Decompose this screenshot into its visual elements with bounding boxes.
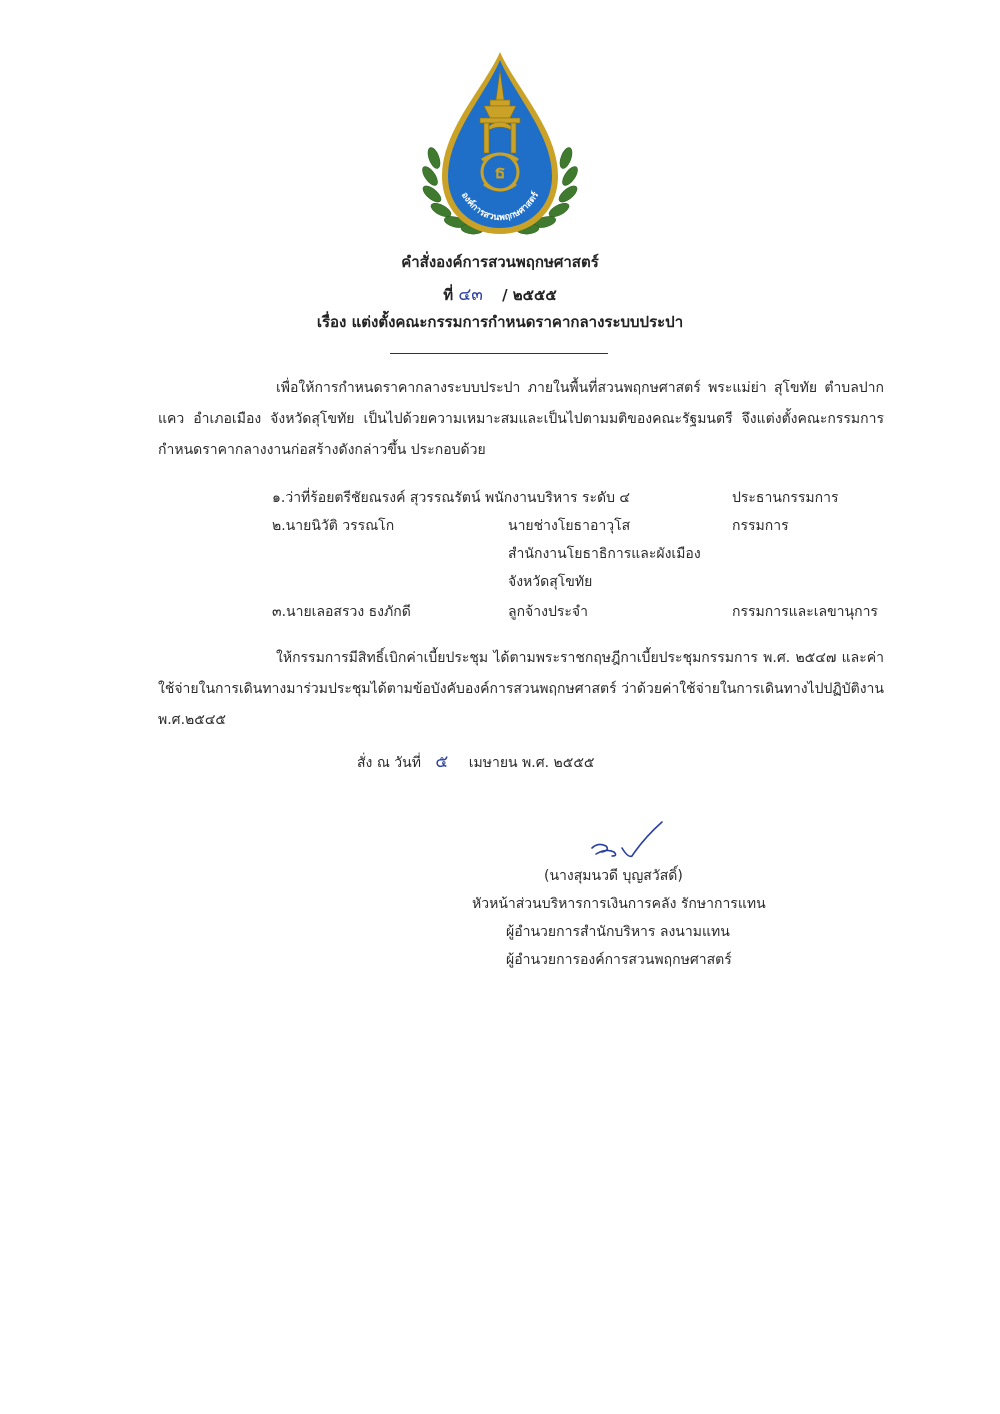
- committee-role: ประธานกรรมการ: [732, 490, 839, 506]
- order-date-month-year: เมษายน พ.ศ. ๒๕๕๕: [468, 755, 595, 771]
- order-date-day: ๕: [435, 752, 449, 772]
- signatory-title-1: หัวหน้าส่วนบริหารการเงินการคลัง รักษาการแทน: [472, 896, 766, 912]
- order-title: คำสั่งองค์การสวนพฤกษศาสตร์: [401, 253, 599, 271]
- committee-position: ลูกจ้างประจำ: [508, 604, 588, 620]
- signatory-title-2: ผู้อำนวยการสำนักบริหาร ลงนามแทน: [506, 924, 730, 940]
- order-date: [357, 748, 595, 777]
- order-number-prefix: ที่: [443, 286, 454, 304]
- order-date-prefix: สั่ง ณ วันที่: [357, 755, 421, 771]
- order-number-year: / ๒๕๕๕: [502, 286, 557, 304]
- signatory-title-3: ผู้อำนวยการองค์การสวนพฤกษศาสตร์: [506, 952, 732, 968]
- signatory-name: (นางสุมนวดี บุญสวัสดิ์): [544, 868, 683, 884]
- order-number-value: ๔๓: [458, 285, 483, 305]
- handwritten-signature: [588, 818, 668, 862]
- committee-name: ๑.ว่าที่ร้อยตรีชัยณรงค์ สุวรรณรัตน์ พนักงานบริหาร ระดับ ๔: [272, 490, 631, 506]
- committee-role: กรรมการและเลขานุการ: [732, 604, 878, 620]
- committee-position: จังหวัดสุโขทัย: [508, 574, 593, 590]
- title-divider: [390, 353, 608, 354]
- svg-text:ธ: ธ: [494, 162, 506, 183]
- allowance-paragraph: ให้กรรมการมีสิทธิ์เบิกค่าเบี้ยประชุม ได้ตามพระราชกฤษฎีกาเบี้ยประชุมกรรมการ พ.ศ. ๒๕๔๗ และค่าใช้จ่ายในการเดินทางมาร่วมประชุมได้ตามข้อบังคับองค์การสวนพฤกษศาสตร์ ว่าด้วยค่าใช้จ่ายในการเดินทางไปปฏิบัติงาน พ.ศ.๒๕๔๕: [158, 650, 884, 728]
- signature-block: [420, 862, 860, 974]
- order-subject: เรื่อง แต่งตั้งคณะกรรมการกำหนดราคากลางระบบประปา: [316, 313, 684, 331]
- committee-name: ๒.นายนิวัติ วรรณโก: [272, 518, 395, 534]
- order-number: [0, 281, 1000, 308]
- emblem-text: องค์การสวนพฤกษศาสตร์: [458, 190, 542, 224]
- committee-name: ๓.นายเลอสรวง ธงภักดี: [272, 604, 411, 620]
- committee-position: สำนักงานโยธาธิการและผังเมือง: [508, 546, 701, 562]
- intro-paragraph: เพื่อให้การกำหนดราคากลางระบบประปา ภายในพื้นที่สวนพฤกษศาสตร์ พระแม่ย่า สุโขทัย ตำบลปากแคว อำเภอเมือง จังหวัดสุโขทัย เป็นไปด้วยความเหมาะสมและเป็นไปตามมติของคณะรัฐมนตรี จึงแต่งตั้งคณะกรรมการกำหนดราคากลางงานก่อสร้างดังกล่าวขึ้น ประกอบด้วย: [158, 380, 884, 458]
- committee-position: นายช่างโยธาอาวุโส: [508, 518, 631, 534]
- committee-role: กรรมการ: [732, 518, 789, 534]
- organization-emblem: [414, 48, 586, 244]
